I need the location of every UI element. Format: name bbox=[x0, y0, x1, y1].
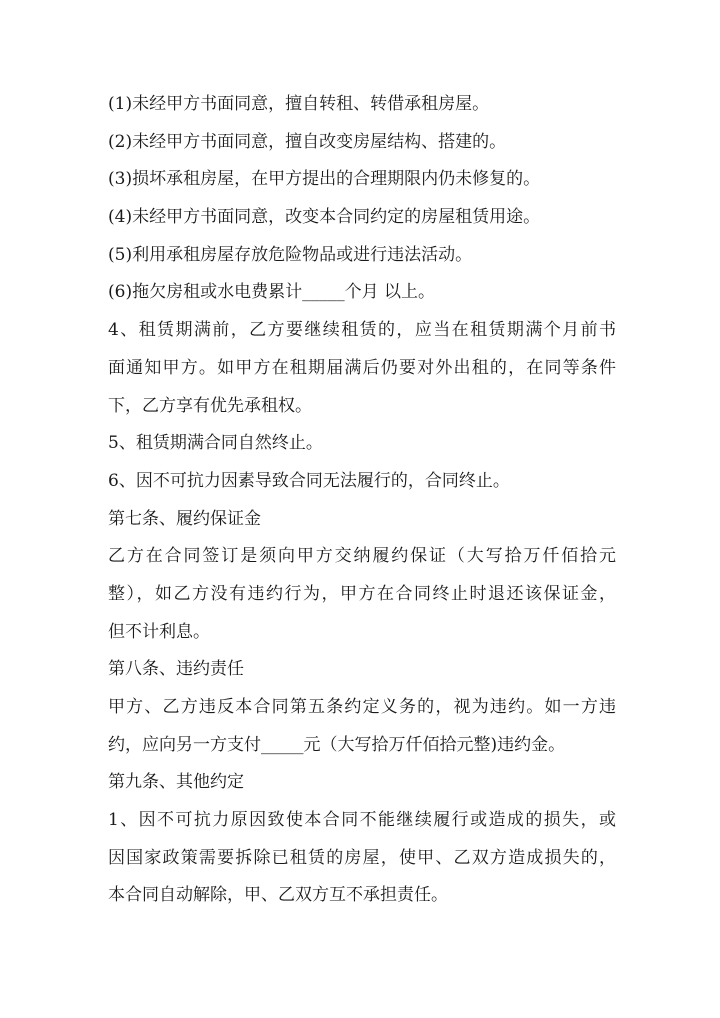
paragraph-line: 5、租赁期满合同自然终止。 bbox=[108, 433, 323, 454]
document-body bbox=[108, 86, 616, 915]
paragraph-line: 因国家政策需要拆除已租赁的房屋，使甲、乙双方造成损失的， bbox=[108, 847, 616, 868]
paragraph-line: 甲方、乙方违反本合同第五条约定义务的，视为违约。如一方违 bbox=[108, 697, 616, 717]
paragraph-line: 4、租赁期满前，乙方要继续租赁的，应当在租赁期满个月前书 bbox=[108, 320, 616, 341]
paragraph-line: 面通知甲方。如甲方在租期届满后仍要对外出租的，在同等条件 bbox=[108, 357, 616, 378]
clause-item-6: (6)拖欠房租或水电费累计_____个月 以上。 bbox=[108, 282, 435, 303]
section-heading: 第九条、其他约定 bbox=[108, 772, 244, 793]
clause-item-2: (2)未经甲方书面同意，擅自改变房屋结构、搭建的。 bbox=[108, 131, 507, 152]
paragraph-line: 6、因不可抗力因素导致合同无法履行的，合同终止。 bbox=[108, 470, 510, 491]
paragraph-line: 整），如乙方没有违约行为，甲方在合同终止时退还该保证金， bbox=[108, 583, 616, 604]
clause-item-5: (5)利用承租房屋存放危险物品或进行违法活动。 bbox=[108, 244, 473, 265]
paragraph-line: 约，应向另一方支付_____元（大写拾万仟佰拾元整)违约金。 bbox=[108, 734, 566, 755]
paragraph-line: 1、因不可抗力原因致使本合同不能继续履行或造成的损失，或 bbox=[108, 810, 616, 831]
paragraph-line: 但不计利息。 bbox=[108, 621, 210, 642]
paragraph-line: 本合同自动解除，甲、乙双方互不承担责任。 bbox=[108, 885, 448, 906]
paragraph-line: 乙方在合同签订是须向甲方交纳履约保证（大写拾万仟佰拾元 bbox=[108, 546, 616, 567]
section-heading: 第七条、履约保证金 bbox=[108, 508, 261, 529]
paragraph-line: 下，乙方享有优先承租权。 bbox=[108, 395, 312, 416]
section-heading: 第八条、违约责任 bbox=[108, 659, 244, 680]
clause-item-3: (3)损坏承租房屋，在甲方提出的合理期限内仍未修复的。 bbox=[108, 169, 541, 190]
clause-item-1: (1)未经甲方书面同意，擅自转租、转借承租房屋。 bbox=[108, 94, 490, 114]
clause-item-4: (4)未经甲方书面同意，改变本合同约定的房屋租赁用途。 bbox=[108, 207, 541, 228]
